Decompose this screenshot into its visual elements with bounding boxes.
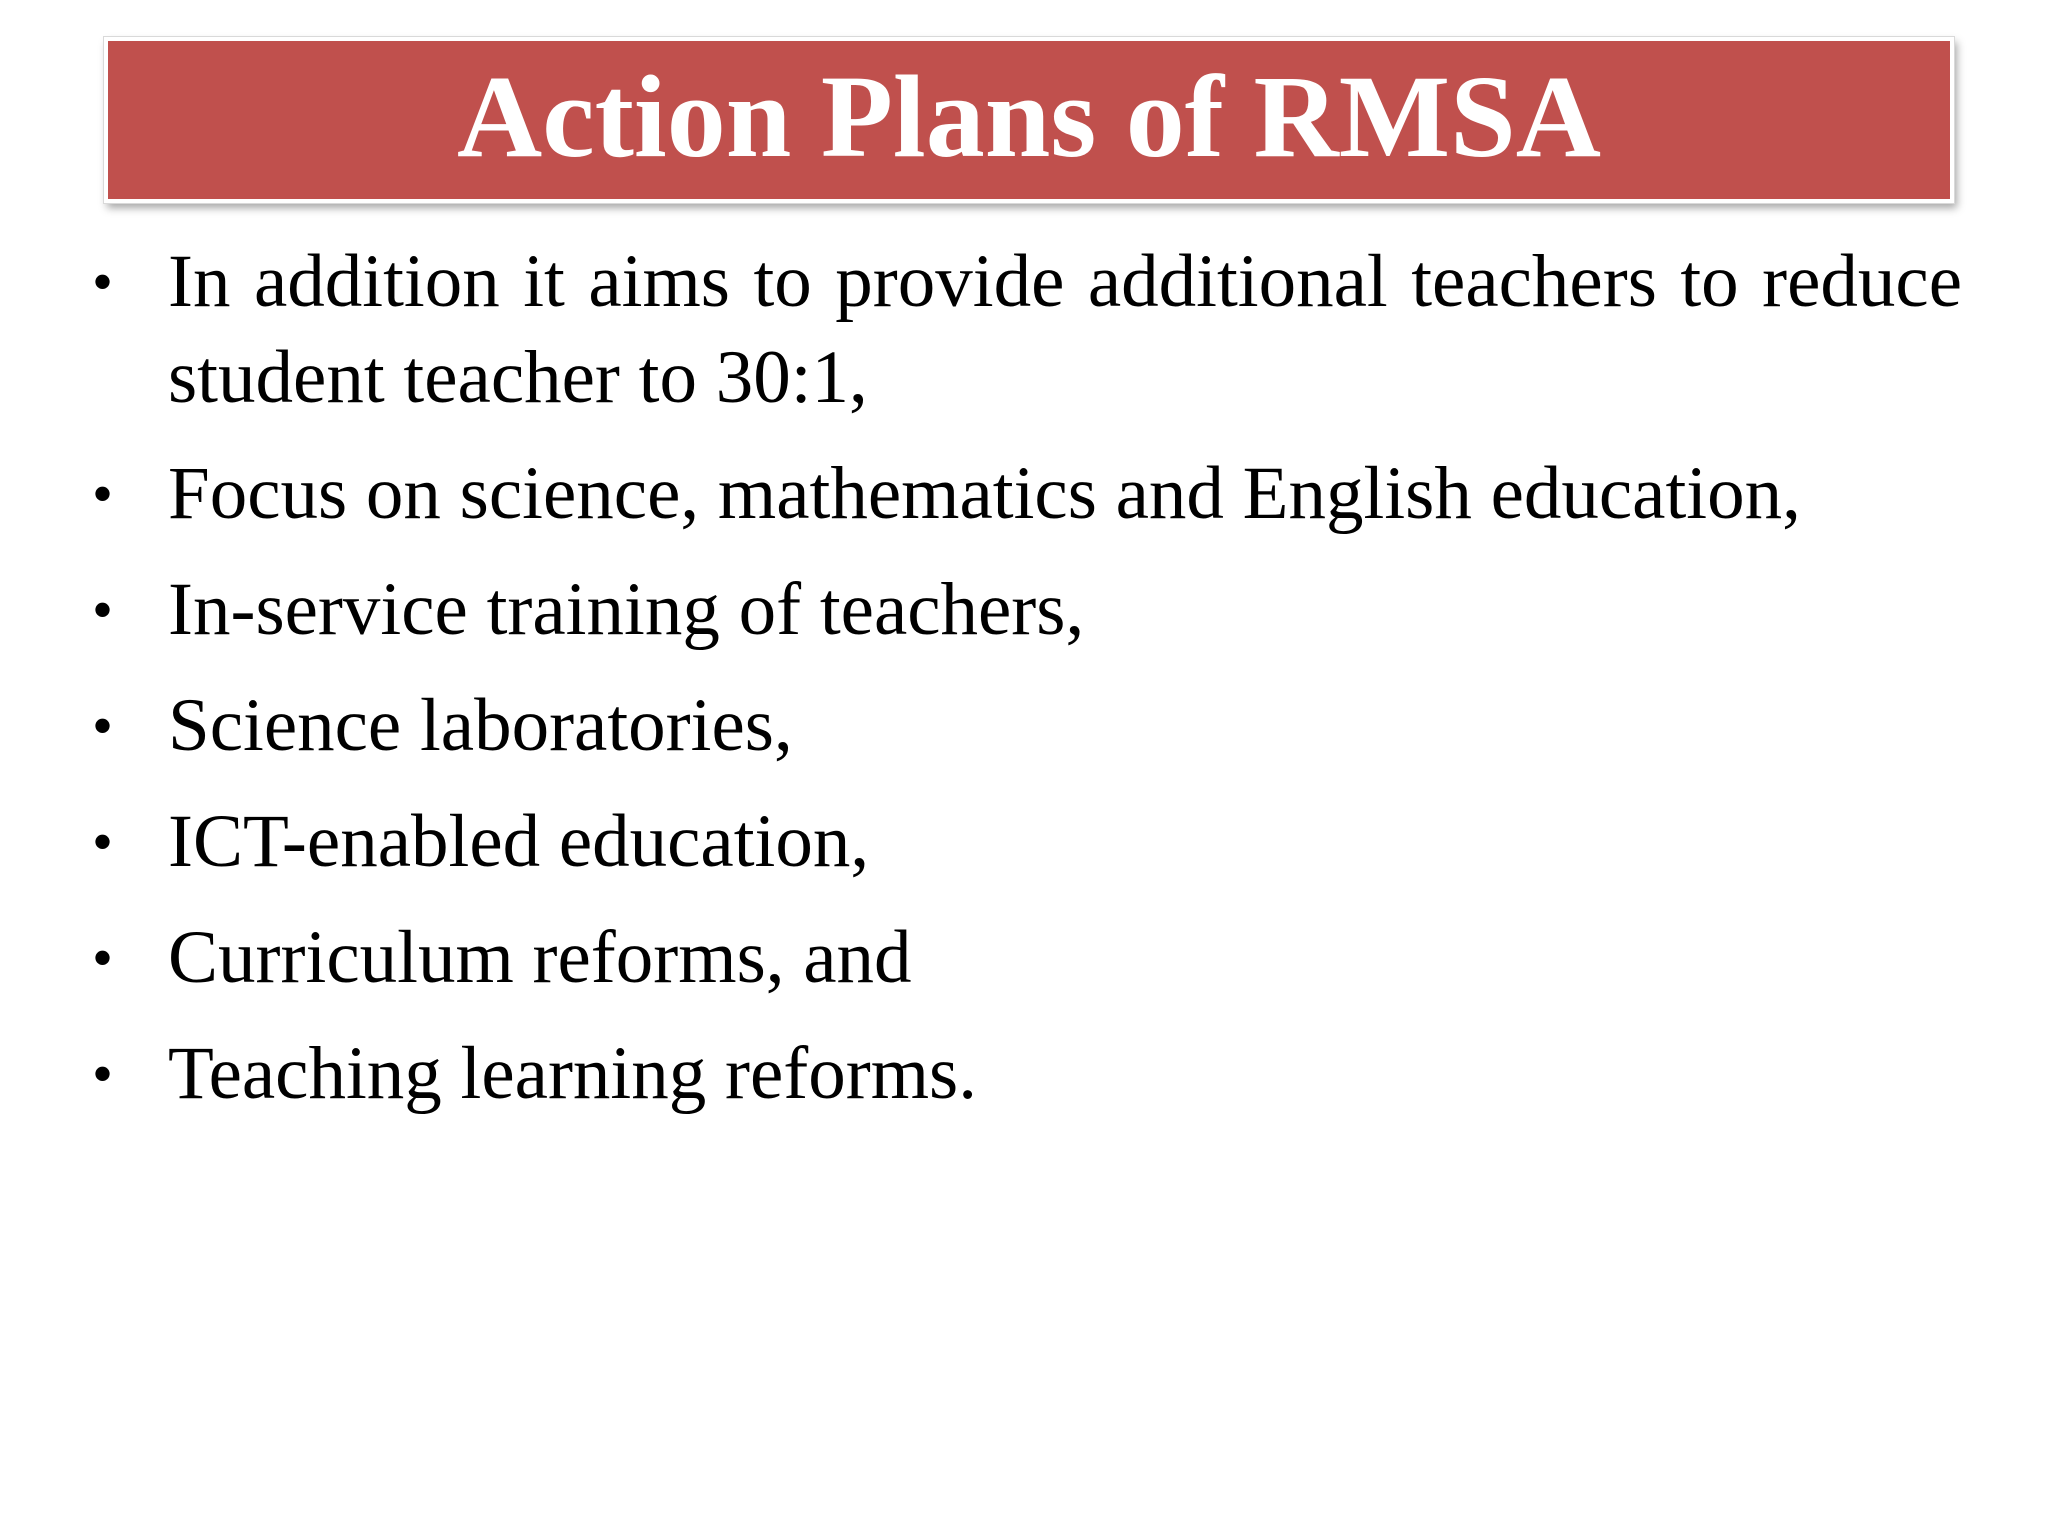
bullet-list [90, 234, 1962, 1142]
list-item [90, 678, 1962, 774]
bullet-text: Science laboratories, [168, 684, 793, 767]
bullet-icon: • [92, 809, 114, 875]
list-item [90, 446, 1962, 542]
bullet-text: ICT-enabled education, [168, 800, 870, 883]
slide-title: Action Plans of RMSA [457, 51, 1601, 182]
list-item [90, 910, 1962, 1006]
title-bar [104, 37, 1954, 203]
bullet-icon: • [92, 1041, 114, 1107]
bullet-text: Focus on science, mathematics and English education, [168, 452, 1801, 535]
bullet-icon: • [92, 693, 114, 759]
list-item [90, 562, 1962, 658]
bullet-icon: • [92, 577, 114, 643]
bullet-icon: • [92, 249, 114, 315]
list-item [90, 794, 1962, 890]
list-item [90, 1026, 1962, 1122]
bullet-text: Curriculum reforms, and [168, 916, 912, 999]
bullet-text: Teaching learning reforms. [168, 1032, 977, 1115]
bullet-text: In-service training of teachers, [168, 568, 1085, 651]
bullet-icon: • [92, 461, 114, 527]
bullet-icon: • [92, 925, 114, 991]
list-item [90, 234, 1962, 426]
bullet-text: In addition it aims to provide additional teachers to reduce student teacher to 30:1, [168, 240, 1962, 419]
